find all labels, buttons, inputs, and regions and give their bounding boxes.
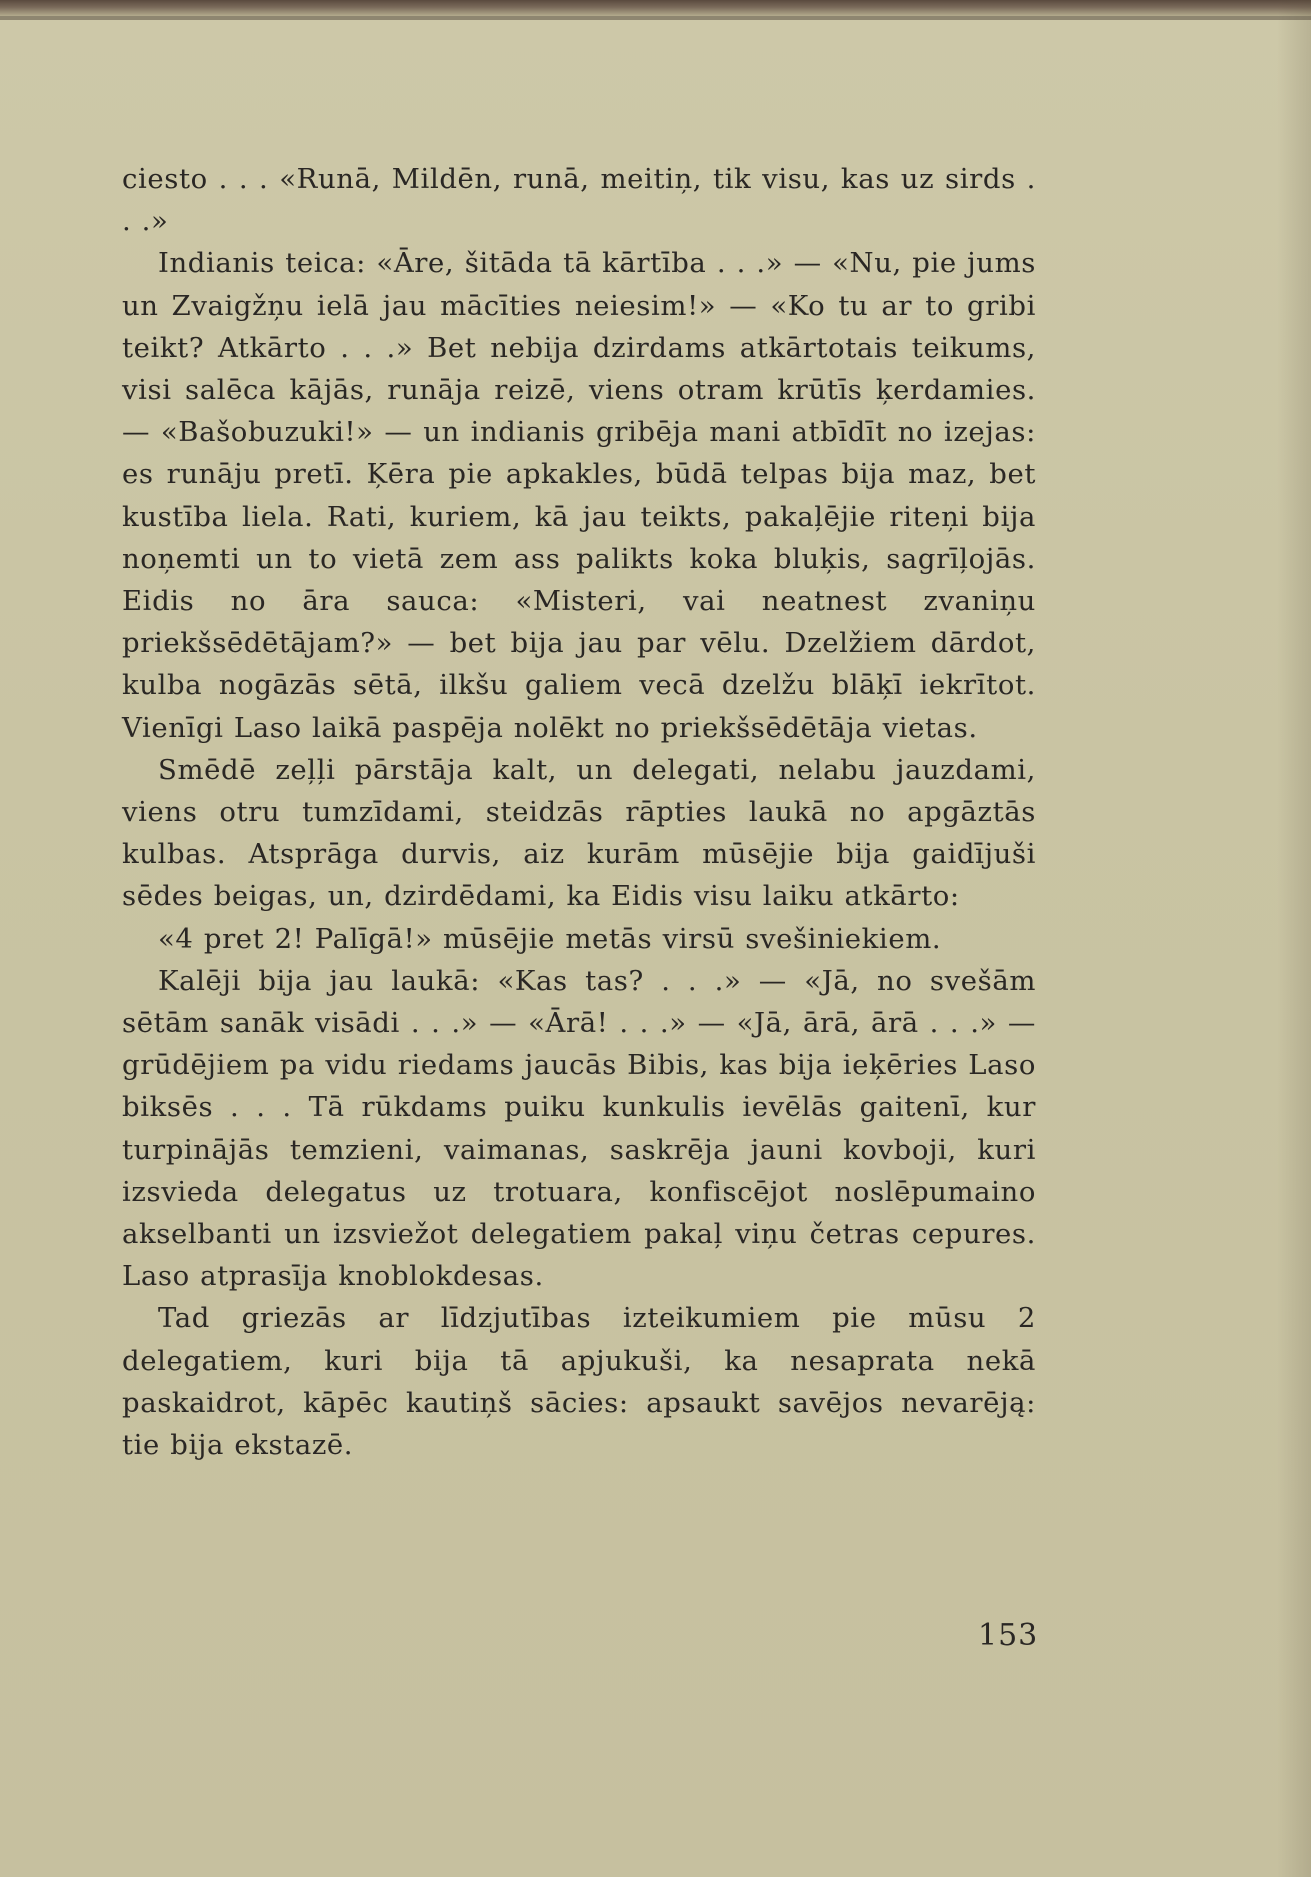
page-number: 153	[978, 1618, 1039, 1653]
paragraph: «4 pret 2! Palīgā!» mūsējie metās virsū svešiniekiem.	[158, 922, 942, 955]
paragraph: ciesto . . . «Runā, Mildēn, runā, meitiņ, tik visu, kas uz sirds . . .»	[122, 163, 1036, 238]
page-gutter-shadow	[1277, 0, 1311, 1877]
paragraph: Kalēji bija jau laukā: «Kas tas? . . .» — «Jā, no svešām sētām sanāk visādi . . .» — «Ārā! . . .» — «Jā, ārā, ārā . . .» — grūdējiem pa vidu riedams jaucās Bibis, kas bija ieķēries Laso biksēs . . . Tā rūkdams puiku kunkulis ievēlās gaitenī, kur turpinājās temzieni, vaimanas, saskrēja jauni kovboji, kuri izsvieda delegatus uz trotuara, konfiscējot noslēpumaino akselbanti un izsviežot delegatiem pakaļ viņu četras cepures. Laso atprasīja knoblokdesas.	[122, 964, 1036, 1293]
paragraph: Indianis teica: «Āre, šitāda tā kārtība . . .» — «Nu, pie jums un Zvaigžņu ielā jau mācīties neiesim!» — «Ko tu ar to gribi teikt? Atkārto . . .» Bet nebija dzirdams atkārtotais teikums, visi salēca kājās, runāja reizē, viens otram krūtīs ķerdamies. — «Bašobuzuki!» — un indianis gribēja mani atbīdīt no izejas: es runāju pretī. Ķēra pie apkakles, būdā telpas bija maz, bet kustība liela. Rati, kuriem, kā jau teikts, pakaļējie riteņi bija noņemti un to vietā zem ass palikts koka bluķis, sagrīļojās. Eidis no āra sauca: «Misteri, vai neatnest zvaniņu priekšsēdētājam?» — bet bija jau par vēlu. Dzelžiem dārdot, kulba nogāzās sētā, ilkšu galiem vecā dzelžu blāķī iekrītot. Vienīgi Laso laikā paspēja nolēkt no priekšsēdētāja vietas.	[122, 247, 1036, 744]
body-text	[122, 158, 1036, 1466]
page-top-border-line	[0, 16, 1311, 20]
page-top-edge	[0, 0, 1311, 16]
paragraph: Tad griezās ar līdzjutības izteikumiem pie mūsu 2 delegatiem, kuri bija tā apjukuši, ka nesaprata nekā paskaidrot, kāpēc kautiņš sācies: apsaukt savējos nevarēją: tie bija ekstazē.	[122, 1302, 1036, 1462]
paragraph: Smēdē zeļļi pārstāja kalt, un delegati, nelabu jauzdami, viens otru tumzīdami, steidzās rāpties laukā no apgāztās kulbas. Atsprāga durvis, aiz kurām mūsējie bija gaidījuši sēdes beigas, un, dzirdēdami, ka Eidis visu laiku atkārto:	[122, 753, 1036, 913]
